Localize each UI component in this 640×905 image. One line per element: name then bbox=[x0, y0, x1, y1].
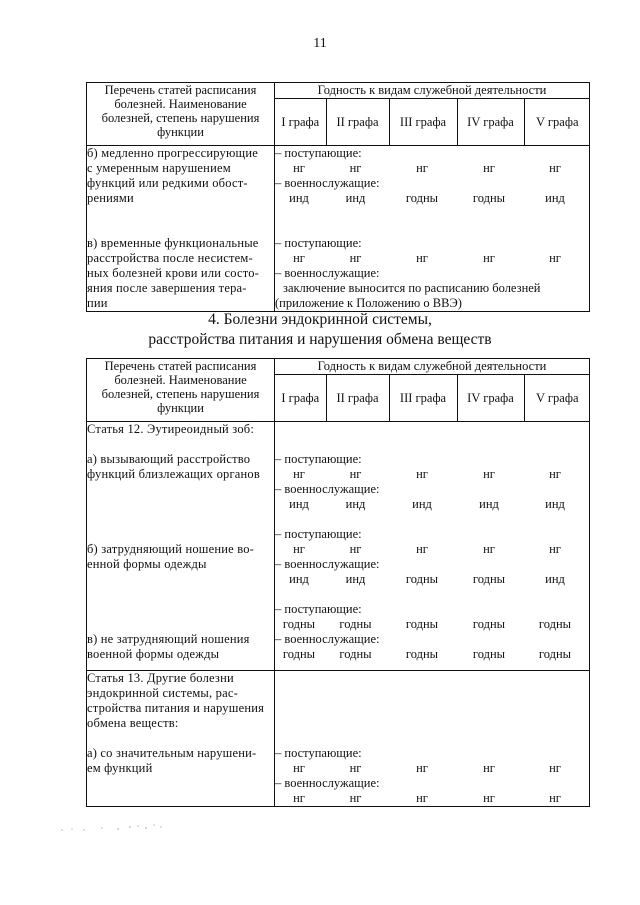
text-line: в) не затрудняющий ношения bbox=[87, 632, 250, 646]
value-cell: годны bbox=[472, 191, 506, 205]
value-cell: нг bbox=[549, 542, 561, 556]
value-cell: нг bbox=[483, 467, 495, 481]
value-cell: нг bbox=[293, 161, 305, 175]
label-entrants: – поступающие: bbox=[275, 602, 362, 616]
article-title-line: эндокринной системы, рас- bbox=[87, 686, 238, 700]
label-entrants: – поступающие: bbox=[275, 746, 362, 760]
text-line: военной формы одежды bbox=[87, 647, 220, 661]
value-cell: нг bbox=[549, 467, 561, 481]
text-line: енной формы одежды bbox=[87, 557, 207, 571]
label-entrants: – поступающие: bbox=[275, 527, 362, 541]
label-entrants: – поступающие: bbox=[275, 452, 362, 466]
page-number: 11 bbox=[313, 36, 327, 51]
value-cell: нг bbox=[349, 161, 362, 175]
value-cell: годны bbox=[405, 191, 439, 205]
value-cell: нг bbox=[349, 761, 362, 775]
text-line: рениями bbox=[87, 191, 134, 205]
value-cell: нг bbox=[416, 791, 428, 805]
value-cell: инд bbox=[289, 497, 309, 511]
value-cell: годны bbox=[538, 647, 572, 661]
values-servicemen bbox=[275, 497, 589, 512]
values-servicemen bbox=[275, 191, 589, 206]
header-col-3: III графа bbox=[389, 375, 457, 421]
text-line: с умеренным нарушением bbox=[87, 161, 231, 175]
header-left-line: функции bbox=[157, 401, 204, 415]
value-cell: нг bbox=[549, 791, 561, 805]
text-line: в) временные функциональные bbox=[87, 236, 259, 250]
label-servicemen: – военнослужащие: bbox=[275, 176, 380, 190]
value-cell: нг bbox=[483, 251, 495, 265]
value-cell: годны bbox=[472, 572, 506, 586]
label-entrants: – поступающие: bbox=[275, 236, 362, 250]
value-cell: нг bbox=[293, 542, 305, 556]
value-cell: инд bbox=[545, 572, 565, 586]
value-cell: нг bbox=[549, 761, 561, 775]
text-line: яния после завершения тера- bbox=[87, 281, 247, 295]
value-cell: годны bbox=[339, 647, 372, 661]
header-col-4: IV графа bbox=[457, 99, 524, 145]
value-cell: годны bbox=[538, 617, 572, 631]
label-servicemen: – военнослужащие: bbox=[275, 776, 380, 790]
header-columns-cell bbox=[275, 375, 590, 422]
article-13-values bbox=[275, 671, 590, 807]
value-cell: нг bbox=[416, 251, 428, 265]
value-cell: инд bbox=[345, 572, 366, 586]
header-left-line: Перечень статей расписания bbox=[104, 83, 257, 97]
row-b-values bbox=[275, 146, 590, 312]
text-line: ем функций bbox=[87, 761, 153, 775]
servicemen-note: заключение выносится по расписанию болезней bbox=[283, 281, 541, 295]
values-servicemen bbox=[275, 647, 589, 662]
value-cell: инд bbox=[545, 191, 565, 205]
label-servicemen: – военнослужащие: bbox=[275, 557, 380, 571]
value-cell: нг bbox=[293, 251, 305, 265]
text-line: пии bbox=[87, 296, 108, 310]
header-left-line: функции bbox=[157, 125, 204, 139]
header-left-cell bbox=[87, 83, 275, 146]
text-line: расстройства после несистем- bbox=[87, 251, 253, 265]
value-cell: нг bbox=[483, 161, 495, 175]
header-col-1: I графа bbox=[275, 375, 326, 421]
value-cell: инд bbox=[479, 497, 499, 511]
values-entrants bbox=[275, 542, 589, 557]
article-title-line: стройства питания и нарушения bbox=[87, 701, 265, 715]
header-col-2: II графа bbox=[326, 375, 389, 421]
value-cell: нг bbox=[349, 467, 362, 481]
header-col-3: III графа bbox=[389, 99, 457, 145]
text-line: функций или редкими обост- bbox=[87, 176, 248, 190]
label-servicemen: – военнослужащие: bbox=[275, 482, 380, 496]
value-cell: годны bbox=[282, 617, 316, 631]
value-cell: годны bbox=[282, 647, 316, 661]
value-cell: годны bbox=[472, 647, 506, 661]
value-cell: инд bbox=[345, 191, 366, 205]
servicemen-note: (приложение к Положению о ВВЭ) bbox=[275, 296, 462, 310]
value-cell: инд bbox=[289, 572, 309, 586]
header-fitness-title: Годность к видам служебной деятельности bbox=[275, 83, 590, 99]
value-cell: нг bbox=[416, 761, 428, 775]
fitness-table-2 bbox=[86, 358, 590, 807]
article-12-values bbox=[275, 422, 590, 671]
value-cell: инд bbox=[412, 497, 432, 511]
value-cell: нг bbox=[293, 761, 305, 775]
text-line: ных болезней крови или состо- bbox=[87, 266, 260, 280]
header-col-5: V графа bbox=[524, 99, 590, 145]
header-col-4: IV графа bbox=[457, 375, 524, 421]
section-title-line: 4. Болезни эндокринной системы, bbox=[208, 311, 432, 328]
section-title-line: расстройства питания и нарушения обмена веществ bbox=[148, 331, 492, 348]
text-line: функций близлежащих органов bbox=[87, 467, 260, 481]
header-columns-cell bbox=[275, 99, 590, 146]
article-title: Статья 12. Эутиреоидный зоб: bbox=[87, 422, 255, 436]
value-cell: нг bbox=[416, 161, 428, 175]
text-line: а) вызывающий расстройство bbox=[87, 452, 251, 466]
header-left-line: болезней, степень нарушения bbox=[101, 111, 260, 125]
fitness-table-1 bbox=[86, 82, 590, 312]
value-cell: нг bbox=[483, 791, 495, 805]
value-cell: нг bbox=[293, 467, 305, 481]
values-servicemen bbox=[275, 791, 589, 806]
value-cell: инд bbox=[545, 497, 565, 511]
header-left-line: болезней, степень нарушения bbox=[101, 387, 260, 401]
label-servicemen: – военнослужащие: bbox=[275, 266, 380, 280]
label-servicemen: – военнослужащие: bbox=[275, 632, 380, 646]
values-entrants bbox=[275, 617, 589, 632]
value-cell: годны bbox=[405, 617, 439, 631]
header-left-line: болезней. Наименование bbox=[114, 97, 247, 111]
header-col-1: I графа bbox=[275, 99, 326, 145]
label-entrants: – поступающие: bbox=[275, 146, 362, 160]
header-col-2: II графа bbox=[326, 99, 389, 145]
header-col-5: V графа bbox=[524, 375, 590, 421]
values-entrants bbox=[275, 251, 589, 266]
section-title bbox=[0, 310, 640, 350]
article-13-description bbox=[87, 671, 275, 807]
header-left-line: Перечень статей расписания bbox=[104, 359, 257, 373]
article-title-line: Статья 13. Другие болезни bbox=[87, 671, 234, 685]
value-cell: годны bbox=[405, 572, 439, 586]
header-left-line: болезней. Наименование bbox=[114, 373, 247, 387]
value-cell: нг bbox=[549, 161, 561, 175]
header-left-cell bbox=[87, 359, 275, 422]
article-12-description bbox=[87, 422, 275, 671]
value-cell: нг bbox=[483, 542, 495, 556]
value-cell: годны bbox=[405, 647, 439, 661]
value-cell: инд bbox=[345, 497, 366, 511]
header-fitness-title: Годность к видам служебной деятельности bbox=[275, 359, 590, 375]
value-cell: нг bbox=[349, 542, 362, 556]
values-servicemen bbox=[275, 572, 589, 587]
value-cell: нг bbox=[349, 251, 362, 265]
value-cell: нг bbox=[349, 791, 362, 805]
value-cell: нг bbox=[549, 251, 561, 265]
value-cell: нг bbox=[416, 467, 428, 481]
scan-noise-mark bbox=[58, 822, 168, 834]
values-entrants bbox=[275, 467, 589, 482]
values-entrants bbox=[275, 761, 589, 776]
value-cell: годны bbox=[472, 617, 506, 631]
value-cell: нг bbox=[416, 542, 428, 556]
value-cell: нг bbox=[293, 791, 305, 805]
value-cell: нг bbox=[483, 761, 495, 775]
text-line: а) со значительным нарушени- bbox=[87, 746, 257, 760]
row-b-description bbox=[87, 146, 275, 312]
value-cell: годны bbox=[339, 617, 372, 631]
article-title-line: обмена веществ: bbox=[87, 716, 179, 730]
text-line: б) затрудняющий ношение во- bbox=[87, 542, 255, 556]
value-cell: инд bbox=[289, 191, 309, 205]
text-line: б) медленно прогрессирующие bbox=[87, 146, 258, 160]
values-entrants bbox=[275, 161, 589, 176]
